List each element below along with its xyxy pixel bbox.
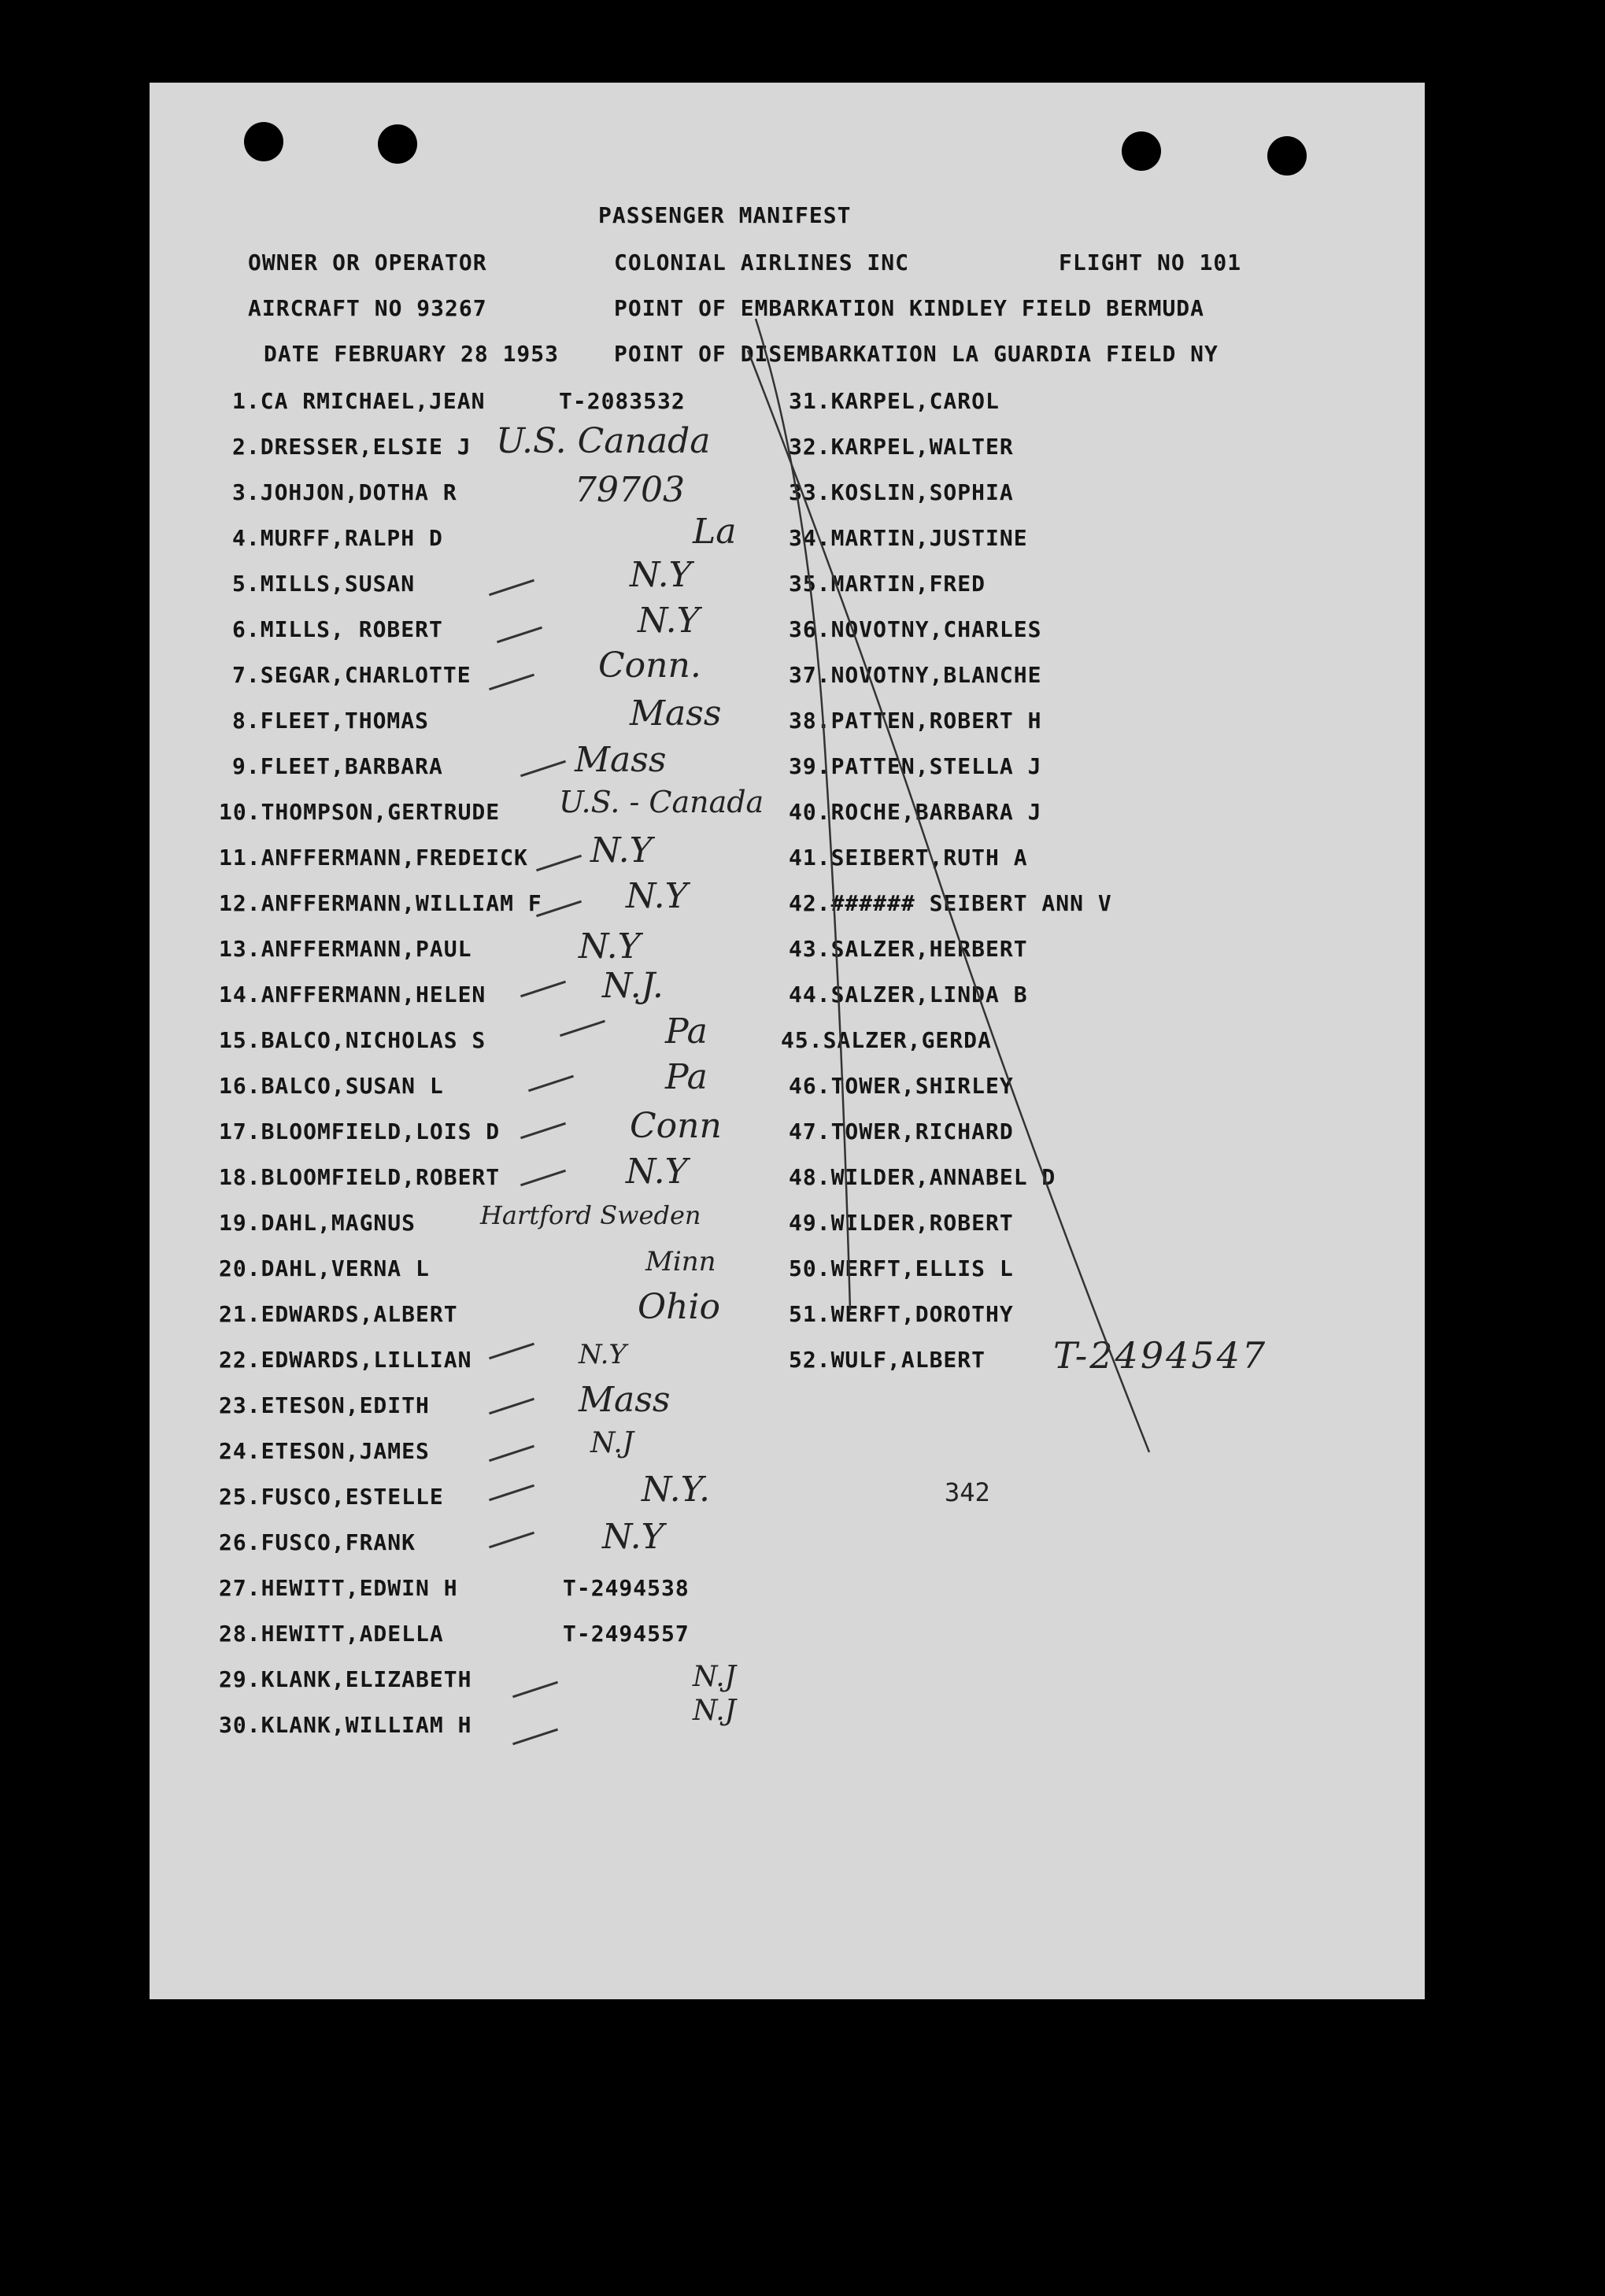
passenger-row: 35.MARTIN,FRED [789, 571, 986, 597]
passenger-row: 20.DAHL,VERNA L [219, 1255, 430, 1281]
passenger-row: 27.HEWITT,EDWIN H [219, 1575, 458, 1601]
passenger-row: 48.WILDER,ANNABEL D [789, 1164, 1056, 1190]
passenger-row: 39.PATTEN,STELLA J [789, 753, 1042, 779]
ticket-number: T-2083532 [559, 388, 686, 414]
handwritten-note: N.Y [626, 1152, 688, 1192]
ticket-number: T-2494538 [563, 1575, 690, 1601]
passenger-row: 12.ANFFERMANN,WILLIAM F [219, 890, 542, 916]
handwritten-note: N.Y [626, 876, 688, 916]
handwritten-note: 79703 [575, 470, 685, 510]
page-number: 342 [945, 1477, 990, 1507]
page-title: PASSENGER MANIFEST [598, 202, 852, 228]
handwritten-note: N.Y [638, 601, 700, 641]
aircraft-number: AIRCRAFT NO 93267 [248, 295, 487, 321]
handwritten-note: N.Y [579, 1339, 627, 1370]
passenger-row: 30.KLANK,WILLIAM H [219, 1712, 472, 1738]
handwritten-note: N.Y [579, 926, 641, 967]
passenger-row: 46.TOWER,SHIRLEY [789, 1073, 1014, 1099]
passenger-row: 11.ANFFERMANN,FREDEICK [219, 845, 528, 871]
manifest-page [150, 83, 1425, 1999]
passenger-row: 40.ROCHE,BARBARA J [789, 799, 1042, 825]
passenger-row: 29.KLANK,ELIZABETH [219, 1666, 472, 1692]
passenger-row: 22.EDWARDS,LILLIAN [219, 1347, 472, 1373]
handwritten-note: N.Y [590, 830, 653, 871]
passenger-row: 25.FUSCO,ESTELLE [219, 1484, 444, 1510]
passenger-row: 19.DAHL,MAGNUS [219, 1210, 416, 1236]
handwritten-note: U.S. - Canada [559, 785, 764, 819]
handwritten-note: U.S. Canada [496, 421, 711, 461]
passenger-row: 16.BALCO,SUSAN L [219, 1073, 444, 1099]
passenger-row: 38.PATTEN,ROBERT H [789, 708, 1042, 734]
passenger-row: 45.SALZER,GERDA [781, 1027, 992, 1053]
handwritten-note: Pa [665, 1011, 708, 1052]
embarkation-point: POINT OF EMBARKATION KINDLEY FIELD BERMUDA [614, 295, 1205, 321]
pen-strokes [150, 83, 1425, 1999]
passenger-row: 43.SALZER,HERBERT [789, 936, 1028, 962]
passenger-row: 32.KARPEL,WALTER [789, 434, 1014, 460]
passenger-row: 42.###### SEIBERT ANN V [789, 890, 1112, 916]
passenger-row: 47.TOWER,RICHARD [789, 1118, 1014, 1144]
handwritten-note: Mass [630, 693, 722, 734]
passenger-row: 18.BLOOMFIELD,ROBERT [219, 1164, 501, 1190]
passenger-row: 28.HEWITT,ADELLA [219, 1621, 444, 1647]
handwritten-note: N.J [693, 1695, 737, 1727]
passenger-row: 5.MILLS,SUSAN [232, 571, 416, 597]
passenger-row: 17.BLOOMFIELD,LOIS D [219, 1118, 501, 1144]
handwritten-note: Mass [579, 1380, 671, 1420]
owner-value: COLONIAL AIRLINES INC [614, 250, 910, 275]
passenger-row: 13.ANFFERMANN,PAUL [219, 936, 472, 962]
flight-date: DATE FEBRUARY 28 1953 [264, 341, 560, 367]
handwritten-note: La [693, 512, 737, 552]
passenger-row: 41.SEIBERT,RUTH A [789, 845, 1028, 871]
handwritten-note: Conn [630, 1106, 722, 1146]
handwritten-note: N.Y. [642, 1470, 711, 1510]
handwritten-note: T-2494547 [1053, 1334, 1268, 1377]
passenger-row: 52.WULF,ALBERT [789, 1347, 986, 1373]
passenger-row: 51.WERFT,DOROTHY [789, 1301, 1014, 1327]
flight-number: FLIGHT NO 101 [1059, 250, 1242, 275]
passenger-row: 8.FLEET,THOMAS [232, 708, 430, 734]
handwritten-note: Minn [645, 1246, 716, 1277]
passenger-row: 49.WILDER,ROBERT [789, 1210, 1014, 1236]
handwritten-note: N.J [590, 1427, 634, 1459]
handwritten-note: N.Y [630, 555, 692, 595]
passenger-row: 2.DRESSER,ELSIE J [232, 434, 472, 460]
passenger-row: 21.EDWARDS,ALBERT [219, 1301, 458, 1327]
handwritten-note: Mass [575, 740, 667, 780]
handwritten-note: N.J. [602, 966, 664, 1006]
passenger-row: 36.NOVOTNY,CHARLES [789, 616, 1042, 642]
passenger-row: 37.NOVOTNY,BLANCHE [789, 662, 1042, 688]
handwritten-note: N.J [693, 1661, 737, 1693]
passenger-row: 14.ANFFERMANN,HELEN [219, 982, 486, 1008]
handwritten-note: Pa [665, 1057, 708, 1097]
owner-label: OWNER OR OPERATOR [248, 250, 487, 275]
passenger-row: 24.ETESON,JAMES [219, 1438, 430, 1464]
disembarkation-point: POINT OF DISEMBARKATION LA GUARDIA FIELD NY [614, 341, 1219, 367]
passenger-row: 10.THOMPSON,GERTRUDE [219, 799, 501, 825]
handwritten-note: Conn. [598, 645, 701, 686]
passenger-row: 26.FUSCO,FRANK [219, 1529, 416, 1555]
passenger-row: 4.MURFF,RALPH D [232, 525, 443, 551]
passenger-row: 1.CA RMICHAEL,JEAN [232, 388, 486, 414]
handwritten-note: Ohio [638, 1287, 720, 1327]
passenger-row: 7.SEGAR,CHARLOTTE [232, 662, 472, 688]
passenger-row: 34.MARTIN,JUSTINE [789, 525, 1028, 551]
passenger-row: 3.JOHJON,DOTHA R [232, 479, 457, 505]
passenger-row: 15.BALCO,NICHOLAS S [219, 1027, 486, 1053]
passenger-row: 44.SALZER,LINDA B [789, 982, 1028, 1008]
passenger-row: 9.FLEET,BARBARA [232, 753, 443, 779]
passenger-row: 50.WERFT,ELLIS L [789, 1255, 1014, 1281]
passenger-row: 31.KARPEL,CAROL [789, 388, 1000, 414]
ticket-number: T-2494557 [563, 1621, 690, 1647]
passenger-row: 23.ETESON,EDITH [219, 1392, 430, 1418]
passenger-row: 6.MILLS, ROBERT [232, 616, 443, 642]
handwritten-note: Hartford Sweden [480, 1200, 701, 1230]
handwritten-note: N.Y [602, 1517, 664, 1557]
passenger-row: 33.KOSLIN,SOPHIA [789, 479, 1014, 505]
